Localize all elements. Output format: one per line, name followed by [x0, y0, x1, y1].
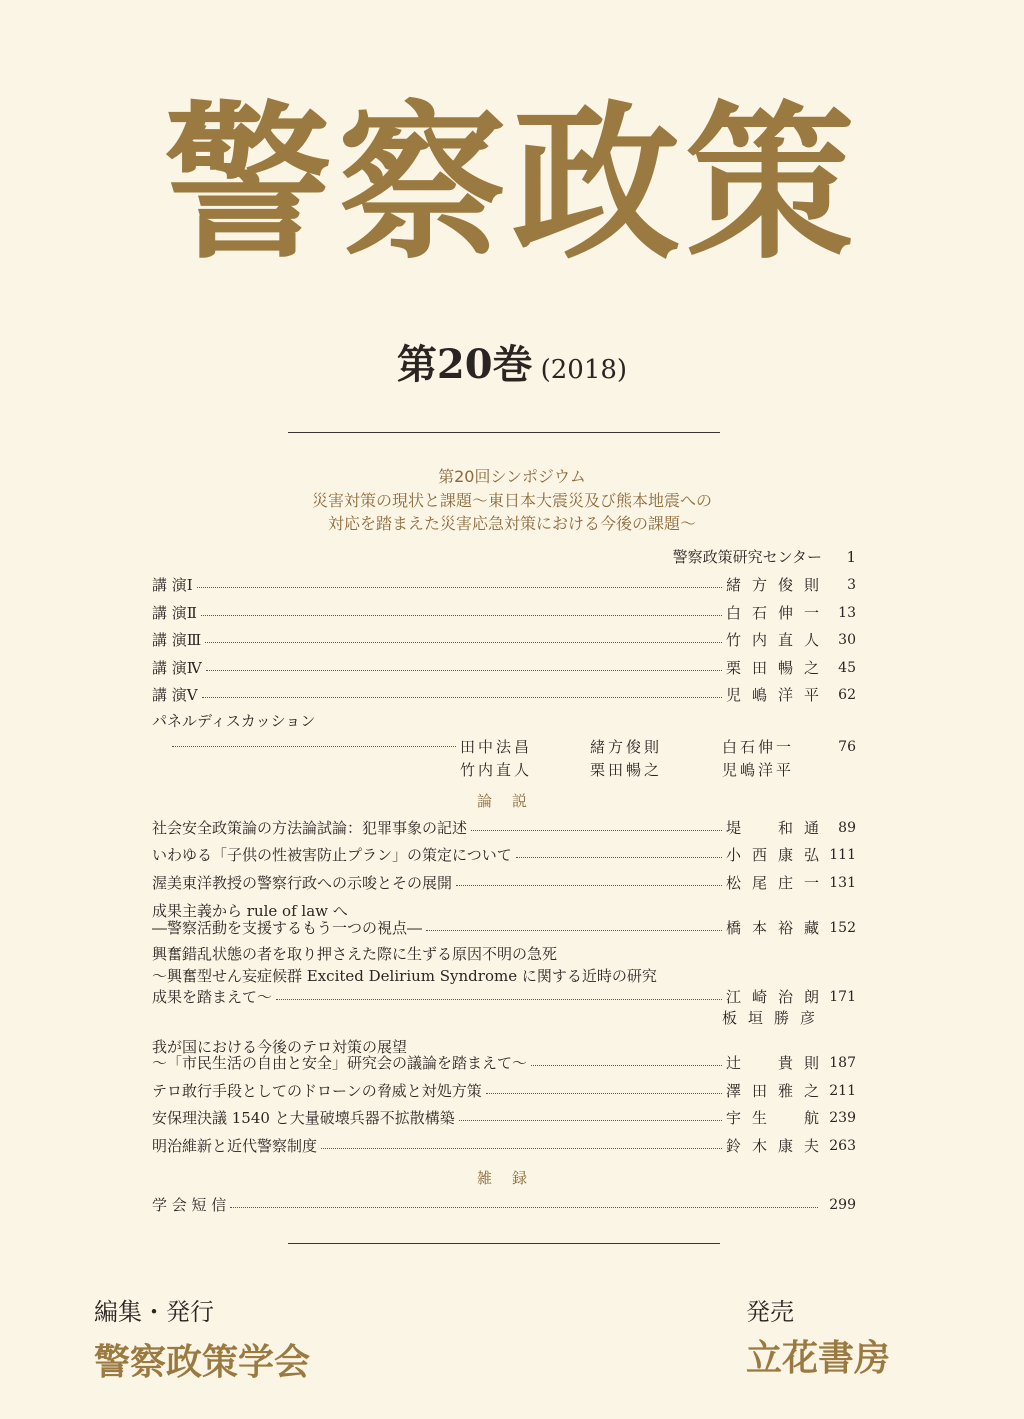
- toc-author: 児嶋洋平: [726, 686, 822, 704]
- toc-author: 竹内直人: [726, 631, 822, 649]
- symposium-title-line2: 対応を踏まえた災害応急対策における今後の課題～: [327, 514, 696, 533]
- toc-author: 松尾庄一: [726, 874, 822, 892]
- toc-title: 学 会 短 信: [152, 1196, 227, 1214]
- volume-label: [0, 340, 1024, 395]
- leader-dots: [321, 1148, 722, 1149]
- panel-member: 緒方俊則: [590, 738, 663, 756]
- toc-title: いわゆる「子供の性被害防止プラン」の策定について: [152, 846, 512, 864]
- toc-row[interactable]: [152, 628, 856, 652]
- leader-dots: [172, 746, 456, 747]
- leader-dots: [205, 642, 722, 643]
- toc-author: 栗田暢之: [726, 659, 822, 677]
- leader-dots: [516, 857, 722, 858]
- toc-page: 299: [829, 1197, 856, 1213]
- toc-row[interactable]: [152, 916, 856, 940]
- toc-author: 白石伸一: [726, 604, 822, 622]
- toc-row[interactable]: [152, 1134, 856, 1158]
- publisher-label: 編集・発行: [94, 1298, 214, 1326]
- toc-title: 講 演Ⅴ: [152, 686, 198, 704]
- toc-title: ～「市民生活の自由と安全」研究会の議論を踏まえて～: [152, 1054, 528, 1072]
- toc-title: 講 演Ⅰ: [152, 576, 193, 594]
- volume-year: (2018): [540, 355, 628, 385]
- journal-title: 警察政策: [164, 84, 860, 282]
- panel-member: 栗田暢之: [590, 761, 663, 779]
- toc-page: 89: [838, 820, 856, 836]
- toc-author: 小西康弘: [726, 846, 822, 864]
- leader-dots: [230, 1207, 818, 1208]
- toc-author: 江崎治朗: [726, 988, 822, 1006]
- toc-title: 明治維新と近代警察制度: [152, 1137, 318, 1155]
- toc-page: 152: [829, 920, 856, 936]
- symposium-org: 警察政策研究センター: [672, 548, 822, 566]
- leader-dots: [459, 1120, 722, 1121]
- bottom-divider: [288, 1243, 720, 1244]
- panel-title: パネルディスカッション: [152, 712, 316, 730]
- toc-author: 板垣勝彦: [722, 1009, 818, 1027]
- article-title-line: 我が国における今後のテロ対策の展望: [152, 1038, 408, 1056]
- toc-page: 30: [838, 632, 856, 648]
- publisher-name: 警察政策学会: [94, 1341, 311, 1383]
- top-divider: [288, 432, 720, 433]
- toc-row[interactable]: [152, 985, 856, 1009]
- toc-author: 辻 貴則: [726, 1054, 822, 1072]
- leader-dots: [486, 1093, 722, 1094]
- toc-page: 171: [829, 989, 856, 1005]
- section-zatsuroku: 雑録: [476, 1169, 547, 1187]
- toc-row[interactable]: [152, 601, 856, 625]
- toc-title: 社会安全政策論の方法論試論：犯罪事象の記述: [152, 819, 468, 837]
- leader-dots: [206, 670, 722, 671]
- symposium-org-page: 1: [846, 548, 856, 566]
- toc-row[interactable]: [152, 816, 856, 840]
- volume-number: 第20巻: [396, 341, 533, 388]
- toc-title: 講 演Ⅲ: [152, 631, 202, 649]
- toc-title: 安保理決議 1540 と大量破壊兵器不拡散構築: [152, 1109, 455, 1127]
- toc-row[interactable]: [152, 683, 856, 707]
- toc-page: 211: [829, 1083, 856, 1099]
- toc-author: 橋本裕藏: [726, 919, 822, 937]
- article-title-line: ～興奮型せん妄症候群 Excited Delirium Syndrome に関する近時の研究: [152, 967, 657, 985]
- leader-dots: [276, 999, 722, 1000]
- toc-row[interactable]: [152, 1193, 856, 1217]
- toc-page: 187: [829, 1055, 856, 1071]
- toc-author: 澤田雅之: [726, 1082, 822, 1100]
- toc-title: 渥美東洋教授の警察行政への示唆とその展開: [152, 874, 453, 892]
- panel-page: 76: [838, 739, 856, 755]
- distributor-name: 立花書房: [746, 1337, 891, 1379]
- toc-row[interactable]: [152, 1079, 856, 1103]
- leader-dots: [197, 587, 722, 588]
- toc-author: 鈴木康夫: [726, 1137, 822, 1155]
- toc-title: 講 演Ⅱ: [152, 604, 197, 622]
- toc-author: 宇生 航: [726, 1109, 822, 1127]
- leader-dots: [471, 830, 722, 831]
- toc-row[interactable]: [152, 1106, 856, 1130]
- leader-dots: [202, 697, 722, 698]
- toc-page: 111: [829, 847, 856, 863]
- symposium-title-line1: 災害対策の現状と課題～東日本大震災及び熊本地震への: [311, 491, 712, 510]
- toc-title: テロ敢行手段としてのドローンの脅威と対処方策: [152, 1082, 482, 1100]
- toc-author: 堤 和通: [726, 819, 822, 837]
- distributor-label: 発売: [746, 1298, 794, 1326]
- toc-row[interactable]: [152, 656, 856, 680]
- toc-page: 3: [847, 577, 856, 593]
- toc-title: 講 演Ⅳ: [152, 659, 202, 677]
- leader-dots: [531, 1065, 722, 1066]
- toc-page: 45: [838, 660, 856, 676]
- leader-dots: [456, 885, 722, 886]
- toc-page: 62: [838, 687, 856, 703]
- toc-row[interactable]: [152, 871, 856, 895]
- toc-row[interactable]: [152, 843, 856, 867]
- toc-page: 239: [829, 1110, 856, 1126]
- symposium-org-row: [600, 546, 856, 570]
- leader-dots: [201, 615, 722, 616]
- toc-page: 263: [829, 1138, 856, 1154]
- panel-member: 白石伸一: [722, 738, 795, 756]
- article-title-line: 成果主義から rule of law へ: [152, 902, 348, 920]
- leader-dots: [426, 930, 722, 931]
- symposium-heading: 第20回シンポジウム: [438, 467, 586, 486]
- toc-title: 成果を踏まえて～: [152, 988, 273, 1006]
- toc-page: 13: [838, 605, 856, 621]
- toc-author: 緒方俊則: [726, 576, 822, 594]
- toc-row[interactable]: [152, 1051, 856, 1075]
- panel-member: 竹内直人: [460, 761, 533, 779]
- section-ronsetsu: 論説: [476, 792, 547, 810]
- toc-row[interactable]: [152, 573, 856, 597]
- panel-member: 児嶋洋平: [722, 761, 795, 779]
- toc-title: ―警察活動を支援するもう一つの視点―: [152, 919, 423, 937]
- toc-page: 131: [829, 875, 856, 891]
- panel-member: 田中法昌: [460, 738, 533, 756]
- article-title-line: 興奮錯乱状態の者を取り押さえた際に生ずる原因不明の急死: [152, 945, 558, 963]
